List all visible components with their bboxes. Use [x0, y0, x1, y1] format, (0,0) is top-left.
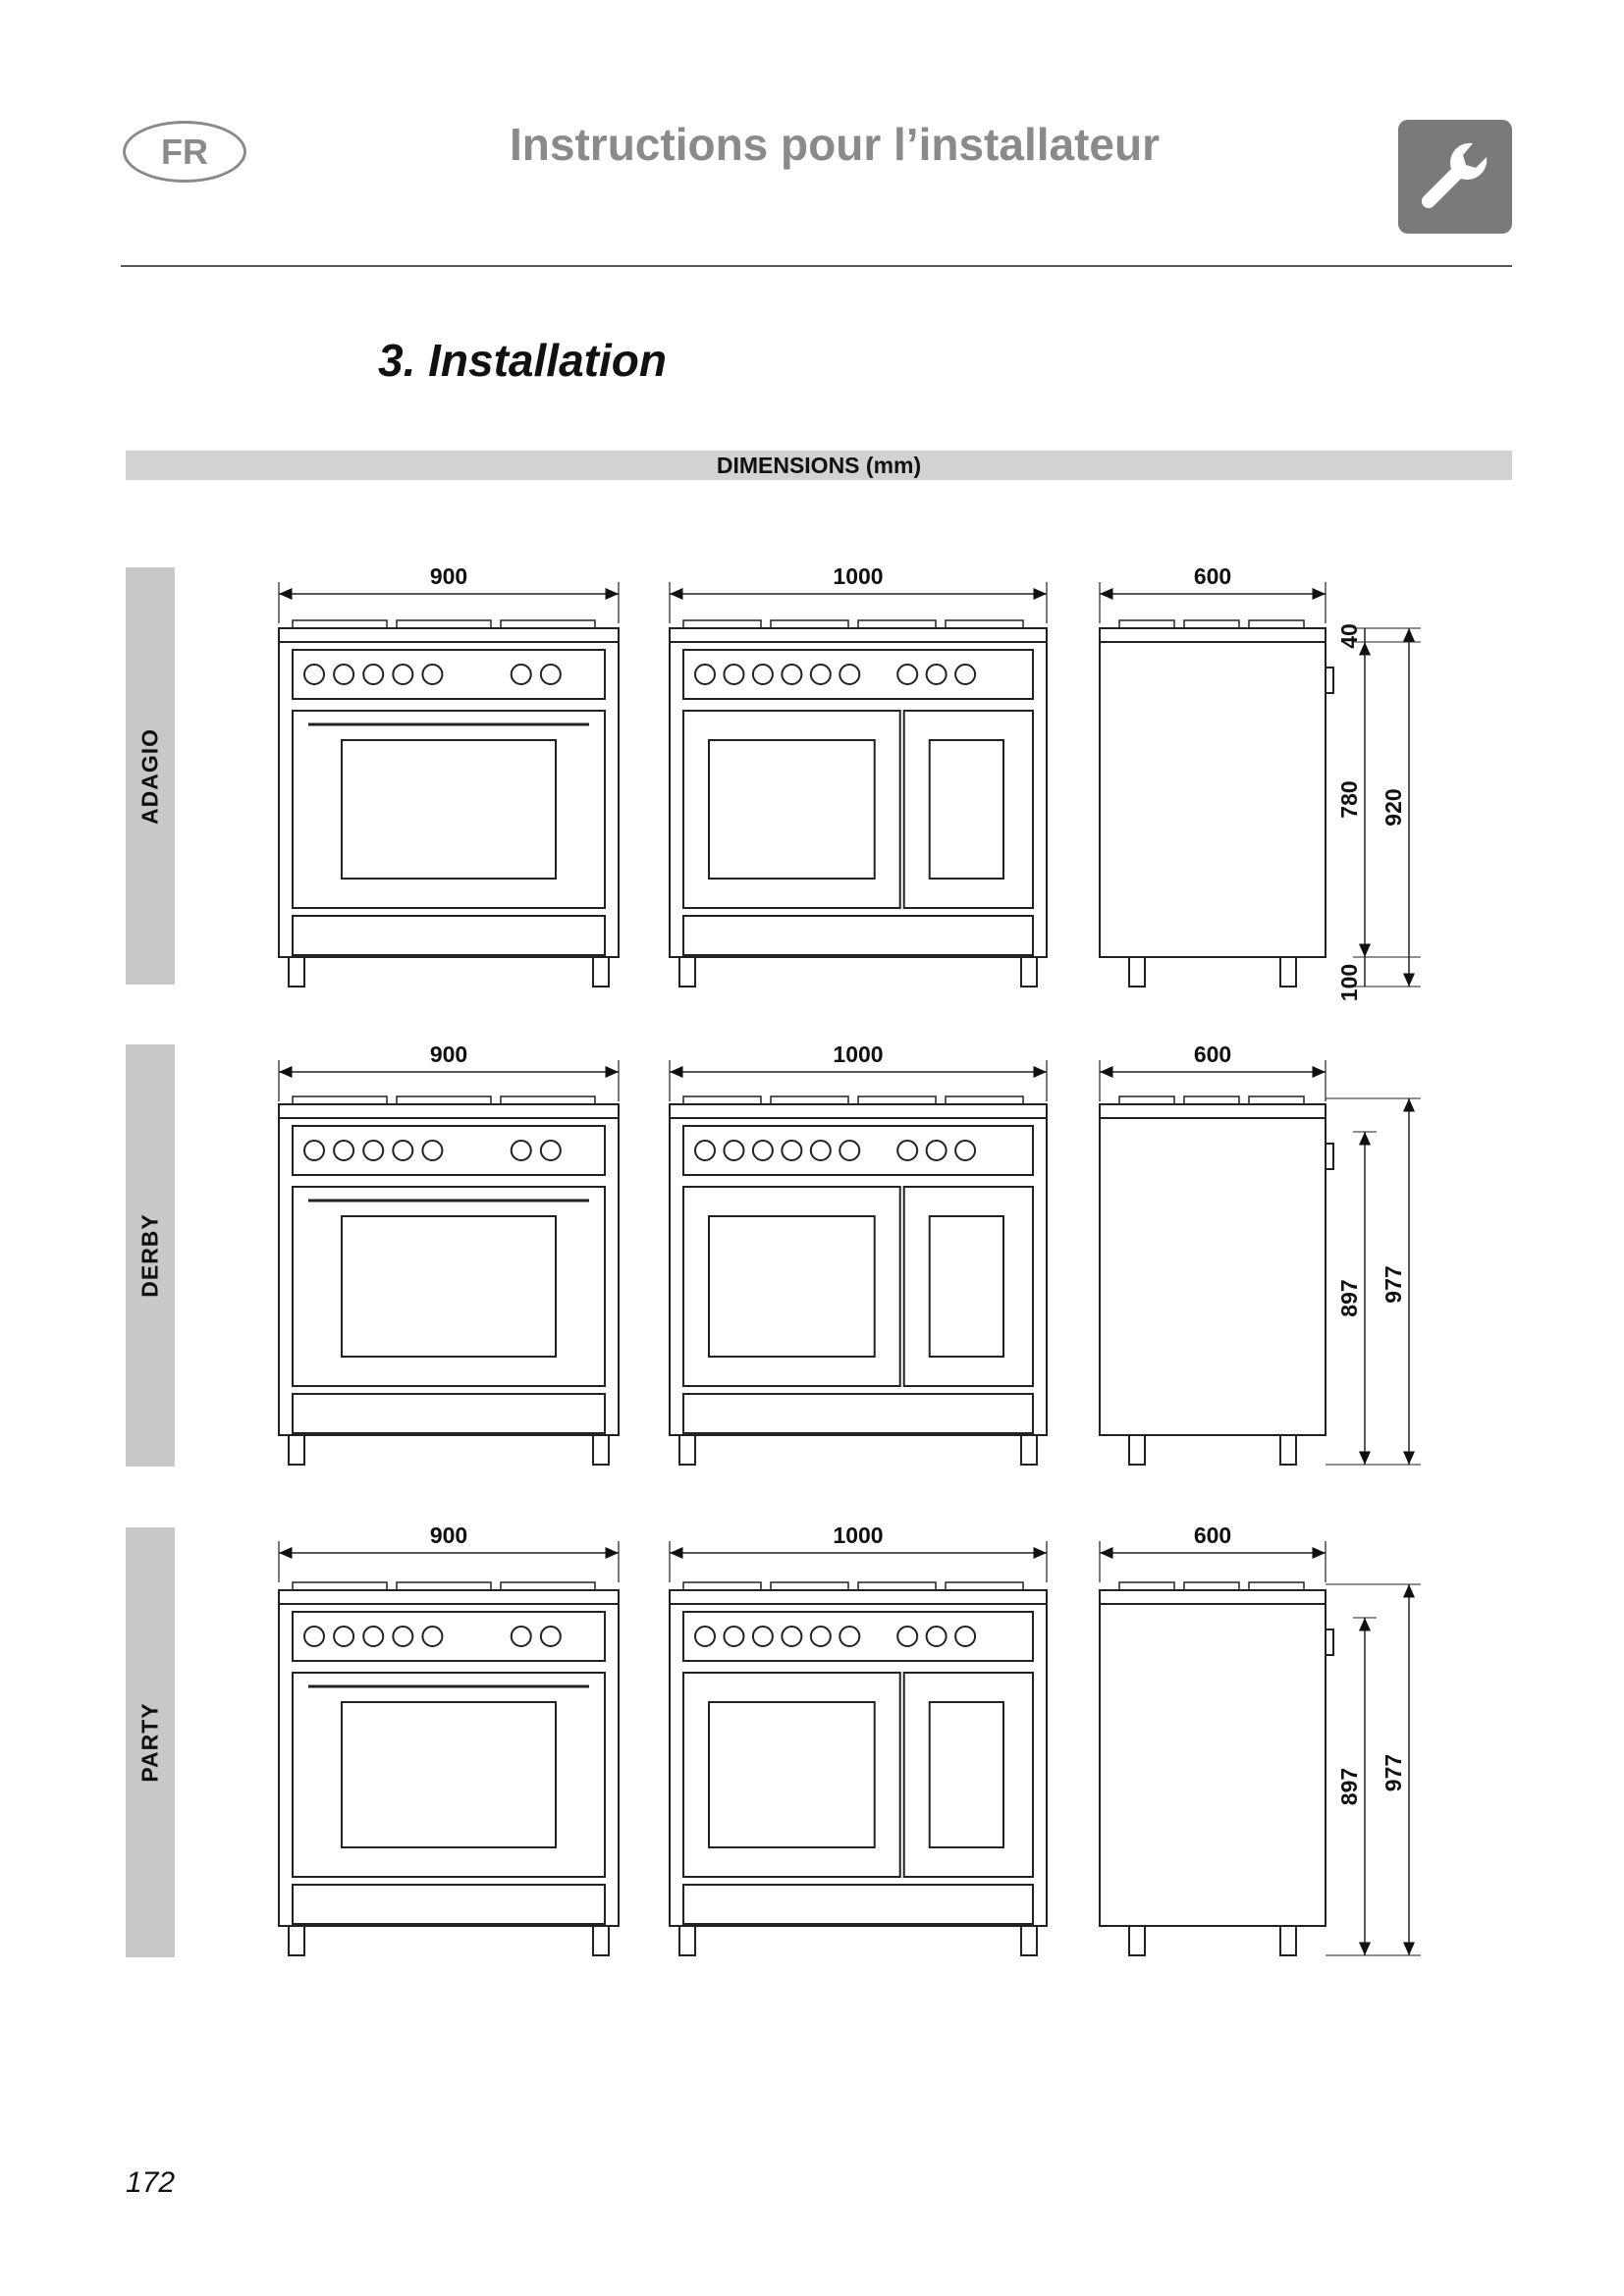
width-dimension-label: 900	[429, 563, 468, 589]
knob	[304, 1627, 324, 1646]
burner-grate	[683, 1096, 761, 1104]
storage-drawer	[293, 1885, 605, 1924]
knob	[422, 1141, 442, 1160]
burner-grate	[1184, 1582, 1239, 1590]
foot	[1129, 1926, 1145, 1955]
model-label: ADAGIO	[136, 727, 163, 825]
width-dimension-label: 600	[1193, 1041, 1232, 1067]
oven-door-main	[683, 1673, 900, 1877]
knob	[811, 1141, 831, 1160]
knob	[955, 1141, 975, 1160]
knob-side	[1326, 1629, 1333, 1655]
control-panel	[683, 1126, 1033, 1175]
knob	[724, 665, 743, 684]
burner-grate	[858, 1096, 936, 1104]
side-body	[1100, 642, 1326, 957]
knob	[782, 1627, 801, 1646]
vertical-dimension-label: 100	[1336, 963, 1362, 1002]
width-dimension-label: 600	[1193, 563, 1232, 589]
knob	[541, 1627, 561, 1646]
knob	[334, 665, 353, 684]
oven-window	[709, 740, 875, 879]
burner-grate	[397, 620, 491, 628]
knob	[363, 1141, 383, 1160]
foot	[1021, 957, 1037, 987]
section-title: 3. Installation	[378, 335, 667, 386]
knob	[955, 665, 975, 684]
width-dimension-label: 600	[1193, 1522, 1232, 1548]
hob-top	[279, 628, 619, 642]
vertical-dimension-label: 920	[1380, 788, 1406, 827]
burner-grate	[946, 1582, 1023, 1590]
burner-grate	[397, 1582, 491, 1590]
model-label: DERBY	[136, 1213, 163, 1298]
burner-grate	[293, 620, 387, 628]
foot	[1280, 957, 1296, 987]
oven-body	[279, 1118, 619, 1435]
vertical-dimension-label: 897	[1336, 1279, 1362, 1317]
burner-grate	[858, 1582, 936, 1590]
burner-grate	[946, 1096, 1023, 1104]
knob	[304, 1141, 324, 1160]
burner-grate	[1249, 1096, 1304, 1104]
knob	[811, 665, 831, 684]
knob-side	[1326, 667, 1333, 693]
knob	[363, 665, 383, 684]
foot	[593, 1435, 609, 1465]
foot	[593, 1926, 609, 1955]
foot	[289, 957, 304, 987]
foot	[1280, 1435, 1296, 1465]
knob	[393, 1141, 412, 1160]
knob	[811, 1627, 831, 1646]
oven-window	[342, 1702, 556, 1847]
page-number: 172	[126, 2166, 176, 2199]
oven-window	[930, 1702, 1003, 1847]
knob	[839, 1141, 859, 1160]
knob	[897, 1141, 917, 1160]
storage-drawer	[683, 916, 1033, 955]
burner-grate	[1249, 1582, 1304, 1590]
hob-top	[279, 1590, 619, 1604]
knob	[724, 1627, 743, 1646]
vertical-dimension-label: 40	[1336, 623, 1362, 649]
knob	[782, 665, 801, 684]
hob-top-side	[1100, 1104, 1326, 1118]
hob-top-side	[1100, 628, 1326, 642]
knob	[363, 1627, 383, 1646]
burner-grate	[1119, 620, 1174, 628]
knob	[512, 1141, 531, 1160]
burner-grate	[771, 620, 848, 628]
burner-grate	[1184, 1096, 1239, 1104]
vertical-dimension-label: 977	[1380, 1265, 1406, 1304]
hob-top	[670, 1104, 1047, 1118]
knob	[927, 665, 947, 684]
knob	[512, 1627, 531, 1646]
oven-window	[709, 1702, 875, 1847]
burner-grate	[771, 1096, 848, 1104]
burner-grate	[1249, 620, 1304, 628]
width-dimension-label: 1000	[833, 563, 884, 589]
foot	[679, 1926, 695, 1955]
width-dimension-label: 1000	[833, 1041, 884, 1067]
burner-grate	[501, 1582, 595, 1590]
knob-side	[1326, 1144, 1333, 1169]
foot	[1129, 1435, 1145, 1465]
knob	[753, 1141, 773, 1160]
control-panel	[293, 1612, 605, 1661]
hob-top	[279, 1104, 619, 1118]
knob	[334, 1627, 353, 1646]
knob	[782, 1141, 801, 1160]
knob	[393, 665, 412, 684]
control-panel	[683, 1612, 1033, 1661]
knob	[541, 1141, 561, 1160]
burner-grate	[683, 1582, 761, 1590]
language-badge: FR	[123, 121, 246, 183]
oven-body	[279, 642, 619, 957]
knob	[753, 1627, 773, 1646]
storage-drawer	[293, 916, 605, 955]
oven-door	[293, 1673, 605, 1877]
knob	[334, 1141, 353, 1160]
knob	[897, 1627, 917, 1646]
foot	[289, 1435, 304, 1465]
vertical-dimension-label: 897	[1336, 1767, 1362, 1806]
foot	[1280, 1926, 1296, 1955]
burner-grate	[858, 620, 936, 628]
burner-grate	[293, 1096, 387, 1104]
knob	[422, 1627, 442, 1646]
knob	[695, 1141, 715, 1160]
burner-grate	[293, 1582, 387, 1590]
side-body	[1100, 1604, 1326, 1926]
burner-grate	[501, 620, 595, 628]
knob	[897, 665, 917, 684]
model-label: PARTY	[136, 1702, 163, 1783]
knob	[512, 665, 531, 684]
oven-body	[670, 1118, 1047, 1435]
knob	[422, 665, 442, 684]
knob	[393, 1627, 412, 1646]
width-dimension-label: 900	[429, 1041, 468, 1067]
knob	[724, 1141, 743, 1160]
oven-window	[342, 740, 556, 879]
side-body	[1100, 1118, 1326, 1435]
storage-drawer	[683, 1394, 1033, 1433]
oven-window	[342, 1216, 556, 1357]
oven-door-aux	[904, 1673, 1033, 1877]
oven-window	[930, 1216, 1003, 1357]
burner-grate	[501, 1096, 595, 1104]
control-panel	[683, 650, 1033, 699]
foot	[1129, 957, 1145, 987]
knob	[753, 665, 773, 684]
oven-window	[709, 1216, 875, 1357]
hob-top	[670, 1590, 1047, 1604]
knob	[541, 665, 561, 684]
width-dimension-label: 900	[429, 1522, 468, 1548]
burner-grate	[683, 620, 761, 628]
knob	[695, 1627, 715, 1646]
burner-grate	[1119, 1582, 1174, 1590]
knob	[839, 665, 859, 684]
knob	[955, 1627, 975, 1646]
knob	[927, 1141, 947, 1160]
burner-grate	[771, 1582, 848, 1590]
header-title: Instructions pour l’installateur	[510, 119, 1160, 170]
width-dimension-label: 1000	[833, 1522, 884, 1548]
knob	[695, 665, 715, 684]
knob	[839, 1627, 859, 1646]
storage-drawer	[683, 1885, 1033, 1924]
vertical-dimension-label: 977	[1380, 1753, 1406, 1792]
foot	[679, 957, 695, 987]
dimensions-heading: DIMENSIONS (mm)	[716, 453, 922, 478]
foot	[289, 1926, 304, 1955]
burner-grate	[946, 620, 1023, 628]
oven-window	[930, 740, 1003, 879]
foot	[1021, 1435, 1037, 1465]
hob-top-side	[1100, 1590, 1326, 1604]
control-panel	[293, 1126, 605, 1175]
vertical-dimension-label: 780	[1336, 780, 1362, 819]
foot	[679, 1435, 695, 1465]
control-panel	[293, 650, 605, 699]
hob-top	[670, 628, 1047, 642]
knob	[304, 665, 324, 684]
burner-grate	[397, 1096, 491, 1104]
foot	[1021, 1926, 1037, 1955]
oven-body	[670, 642, 1047, 957]
burner-grate	[1119, 1096, 1174, 1104]
knob	[927, 1627, 947, 1646]
foot	[593, 957, 609, 987]
storage-drawer	[293, 1394, 605, 1433]
burner-grate	[1184, 620, 1239, 628]
